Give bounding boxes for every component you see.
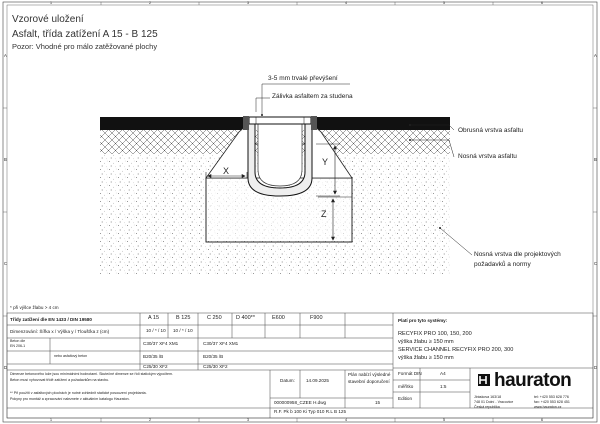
date-value: 14.09.2025 xyxy=(306,378,329,383)
frame-number-bottom-5: 5 xyxy=(443,418,445,422)
edition-label: Edition xyxy=(398,396,413,401)
drawing-file-number: 000000958_CZEE H.dwg xyxy=(274,400,327,405)
company-phone: tel: +420 553 628 776 xyxy=(534,395,569,399)
class-f900: F900 xyxy=(310,315,323,321)
row-concrete-c25-a15: C25/30 XF2 xyxy=(143,364,168,369)
label-asphalt-base-course: Nosná vrstva asfaltu xyxy=(458,153,517,160)
products-heading: Platí pro tyto systémy: xyxy=(398,318,448,323)
scale-label: měřítko xyxy=(398,384,414,389)
frame-number-bottom-3: 3 xyxy=(247,418,249,422)
header-title: Vzorové uložení xyxy=(12,14,84,25)
channel-grate xyxy=(249,117,311,124)
class-d400: D 400** xyxy=(236,315,255,321)
label-wearing-course: Obrusná vrstva asfaltu xyxy=(458,127,524,134)
label-project-base-course-1: Nosná vrstva dle projektových xyxy=(474,251,561,258)
frame-number-bottom-6: 6 xyxy=(541,418,543,422)
product-line-3: SERVICE CHANNEL RECYFIX PRO 200, 300 xyxy=(398,347,514,353)
format-value: A4 xyxy=(440,371,446,376)
frame-number-bottom-4: 4 xyxy=(345,418,347,422)
frame-marker-left-d: D xyxy=(4,365,8,370)
company-address-3: Česká republika xyxy=(474,405,500,409)
row-asphalt-concrete-label: nebo asfaltový beton xyxy=(54,354,88,358)
row-concrete-a15: C30/37 XF4 XM1 xyxy=(143,341,179,346)
row-dimensions-label: Dimenzování: Šířka x / Výška y / Tloušťka z (cm) xyxy=(10,329,110,334)
note-2: Beton musí vyhovovat třídě zatížení a požadavkům na stavbu. xyxy=(10,378,110,382)
series-code: R.F. Pk b 100 Ki Typ 010 R.L B 125 xyxy=(274,409,347,414)
company-address-2: 748 01 Dolní - Vracovice xyxy=(474,400,514,404)
frame-marker-left-c: C xyxy=(4,261,8,266)
frame-marker-right-a: A xyxy=(594,53,597,58)
format-label: Formát DIN xyxy=(398,371,422,376)
row-dimensions-a15: 10 / * / 10 xyxy=(146,328,166,333)
scale-value: 1:5 xyxy=(440,384,447,389)
drainage-channel-inner xyxy=(258,124,302,186)
frame-number-top-4: 4 xyxy=(345,1,347,5)
header-load-class: Asfalt, třída zatížení A 15 - B 125 xyxy=(12,29,158,40)
sheet-number: 15 xyxy=(375,400,381,405)
frame-marker-left-b: B xyxy=(4,157,7,162)
row-concrete-b125: C30/37 XF4 XM1 xyxy=(203,341,239,346)
class-e600: E600 xyxy=(272,315,285,321)
row-concrete-label-1: Beton dle xyxy=(10,339,26,343)
company-address-1: Jiráskova 163/18 xyxy=(474,395,502,399)
product-line-1: RECYFIX PRO 100, 150, 200 xyxy=(398,331,472,337)
hauraton-logo-text: hauraton xyxy=(494,370,572,391)
cold-asphalt-seal-left xyxy=(243,116,249,130)
row-concrete-c25-b125: C25/30 XF2 xyxy=(203,364,228,369)
dimension-z-label: Z xyxy=(321,209,327,219)
frame-number-top-1: 1 xyxy=(50,1,52,5)
frame-number-top-6: 6 xyxy=(541,1,543,5)
note-4: Pokyny pro montáž a zpracování naleznete v aktuálním katalogu Hauraton. xyxy=(10,397,130,401)
frame-marker-right-c: C xyxy=(594,261,598,266)
product-line-4: výška žlabu ≥ 150 mm xyxy=(398,355,454,361)
frame-number-top-5: 5 xyxy=(443,1,445,5)
wearing-course-right xyxy=(312,117,450,130)
frame-marker-left-a: A xyxy=(4,53,7,58)
callout-permanent-elevation: 3-5 mm trvalé převýšení xyxy=(268,75,338,82)
cold-asphalt-seal-right xyxy=(311,116,317,130)
dimension-x-label: X xyxy=(223,166,230,176)
frame-number-top-3: 3 xyxy=(247,1,249,5)
note-3: ** Při použití v asfaltových plochách je nutné zohlednit statické posouzení projektanta. xyxy=(10,391,147,395)
frame-marker-right-b: B xyxy=(594,157,597,162)
dimension-y-label: Y xyxy=(322,157,329,167)
hauraton-logo xyxy=(478,370,574,392)
header-warning: Pozor: Vhodné pro málo zatěžované plochy xyxy=(12,42,158,51)
frame-marker-right-d: D xyxy=(594,365,598,370)
row-asphalt-concrete-a15: B20/35 /B xyxy=(143,354,164,359)
row-concrete-label-2: EN 206-1 xyxy=(10,344,26,348)
company-fax: fax: +420 553 628 451 xyxy=(534,400,570,404)
table-load-class-title: Třídy zatížení dle EN 1433 / DIN 19580 xyxy=(10,317,92,322)
plan-note-2: stavební doporučení xyxy=(348,379,390,384)
note-1: Dimenze betonového lože jsou minimálními hodnotami. Skutečné dimenze se řídí statickým výpočtem. xyxy=(10,372,173,376)
class-b125: B 125 xyxy=(176,315,191,321)
row-dimensions-b125: 10 / * / 10 xyxy=(173,328,193,333)
label-project-base-course-2: požadavků a normy xyxy=(474,261,531,268)
frame-number-bottom-1: 1 xyxy=(50,418,52,422)
frame-number-top-2: 2 xyxy=(149,1,151,5)
date-label: Datum: xyxy=(280,378,295,383)
footnote-channel-height: * při výšce žlabu > 4 cm xyxy=(10,305,59,310)
frame-number-bottom-2: 2 xyxy=(149,418,151,422)
product-line-2: výška žlabu ≥ 150 mm xyxy=(398,339,454,345)
class-c250: C 250 xyxy=(207,315,222,321)
company-web: www.hauraton.cz xyxy=(534,405,562,409)
row-asphalt-concrete-b125: B20/35 /B xyxy=(203,354,224,359)
plan-note-1: Plán nabízí výsledné xyxy=(348,372,391,377)
class-a15: A 15 xyxy=(148,315,160,321)
callout-cold-asphalt-seal: Zálivka asfaltem za studena xyxy=(272,93,353,100)
wearing-course-left xyxy=(100,117,248,130)
